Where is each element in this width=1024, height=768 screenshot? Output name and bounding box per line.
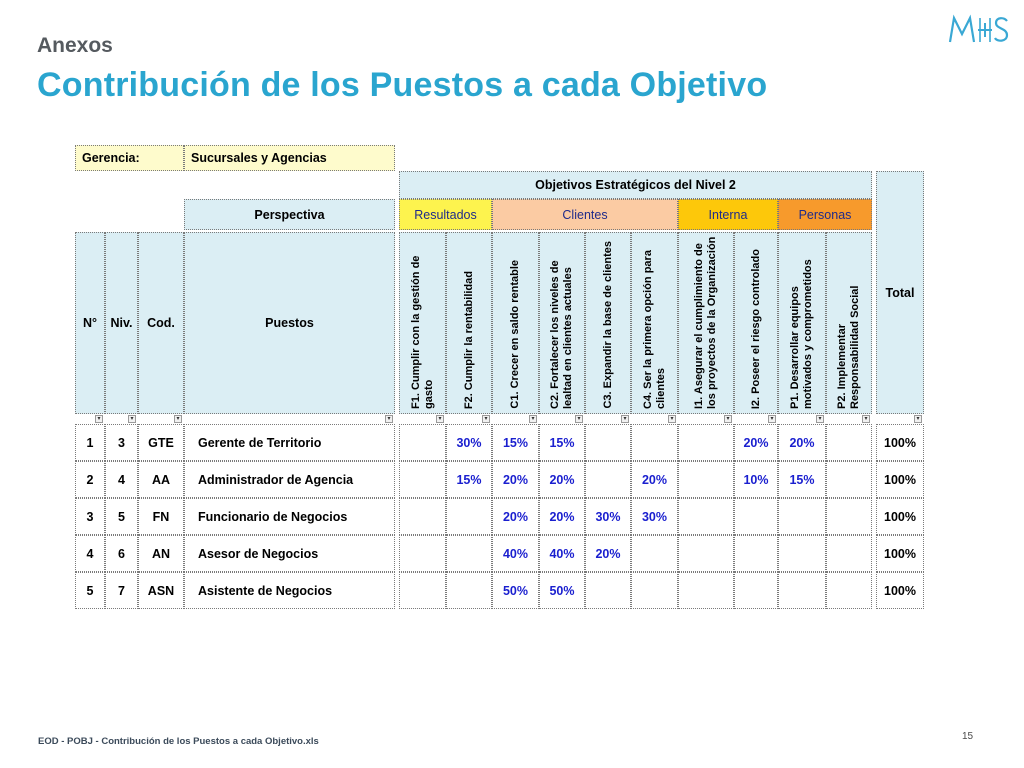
cell-value	[631, 535, 678, 572]
filter-dropdown-icon[interactable]: ▾	[724, 415, 732, 423]
slide-title: Contribución de los Puestos a cada Objetivo	[37, 66, 768, 104]
cell-value: 20%	[631, 461, 678, 498]
col-niv: Niv.	[105, 232, 138, 414]
cell-value	[399, 424, 446, 461]
cell-cod: AN	[138, 535, 184, 572]
cell-value	[399, 461, 446, 498]
cell-value: 50%	[492, 572, 539, 609]
cell-value	[778, 498, 826, 535]
filter-dropdown-icon[interactable]: ▾	[95, 415, 103, 423]
mhs-logo	[946, 12, 1010, 48]
cell-niv: 4	[105, 461, 138, 498]
cell-value	[631, 572, 678, 609]
cell-value	[734, 498, 778, 535]
cell-puesto: Asistente de Negocios	[184, 572, 395, 609]
cell-value	[446, 535, 492, 572]
col-num: N°	[75, 232, 105, 414]
cell-value: 50%	[539, 572, 585, 609]
cell-num: 3	[75, 498, 105, 535]
filter-dropdown-icon[interactable]: ▾	[128, 415, 136, 423]
cell-value: 20%	[734, 424, 778, 461]
cell-total: 100%	[876, 461, 924, 498]
filter-dropdown-icon[interactable]: ▾	[668, 415, 676, 423]
kicker: Anexos	[37, 34, 113, 57]
filter-dropdown-icon[interactable]: ▾	[621, 415, 629, 423]
total-header: Total	[876, 171, 924, 414]
cell-value	[826, 572, 872, 609]
obj-p2: P2. Implementar Responsabilidad Social	[826, 232, 872, 414]
cell-value	[399, 498, 446, 535]
cell-total: 100%	[876, 498, 924, 535]
filter-dropdown-icon[interactable]: ▾	[436, 415, 444, 423]
cell-value	[826, 424, 872, 461]
obj-f2: F2. Cumplir la rentabilidad	[446, 232, 492, 414]
cell-value	[446, 572, 492, 609]
filter-dropdown-icon[interactable]: ▾	[862, 415, 870, 423]
filter-dropdown-icon[interactable]: ▾	[482, 415, 490, 423]
filter-dropdown-icon[interactable]: ▾	[529, 415, 537, 423]
cell-value: 20%	[492, 498, 539, 535]
cell-value	[734, 572, 778, 609]
cell-value	[734, 535, 778, 572]
cell-value: 10%	[734, 461, 778, 498]
cell-value	[585, 461, 631, 498]
cell-num: 5	[75, 572, 105, 609]
cell-cod: GTE	[138, 424, 184, 461]
cell-puesto: Administrador de Agencia	[184, 461, 395, 498]
cell-value	[678, 498, 734, 535]
cell-value: 40%	[492, 535, 539, 572]
obj-p1: P1. Desarrollar equipos motivados y comprometidos	[778, 232, 826, 414]
cell-value: 20%	[539, 498, 585, 535]
cell-value: 20%	[778, 424, 826, 461]
cell-cod: FN	[138, 498, 184, 535]
cell-value	[399, 535, 446, 572]
cell-value	[678, 424, 734, 461]
cell-value	[585, 572, 631, 609]
obj-c1: C1. Crecer en saldo rentable	[492, 232, 539, 414]
cell-value	[399, 572, 446, 609]
cell-value: 20%	[492, 461, 539, 498]
cell-value	[585, 424, 631, 461]
cell-value	[826, 535, 872, 572]
cell-value: 20%	[585, 535, 631, 572]
objetivos-header: Objetivos Estratégicos del Nivel 2	[399, 171, 872, 199]
filter-dropdown-icon[interactable]: ▾	[575, 415, 583, 423]
col-cod: Cod.	[138, 232, 184, 414]
cell-puesto: Asesor de Negocios	[184, 535, 395, 572]
obj-i1: I1. Asegurar el cumplimiento de los proyectos de la Organización	[678, 232, 734, 414]
cell-total: 100%	[876, 535, 924, 572]
cell-value	[678, 572, 734, 609]
obj-c2: C2. Fortalecer los niveles de lealtad en clientes actuales	[539, 232, 585, 414]
footer-filename: EOD - POBJ - Contribución de los Puestos a cada Objetivo.xls	[38, 736, 319, 747]
cell-value: 15%	[778, 461, 826, 498]
filter-dropdown-icon[interactable]: ▾	[174, 415, 182, 423]
cell-value	[678, 461, 734, 498]
cell-num: 1	[75, 424, 105, 461]
cell-niv: 7	[105, 572, 138, 609]
cell-total: 100%	[876, 424, 924, 461]
filter-dropdown-icon[interactable]: ▾	[914, 415, 922, 423]
filter-dropdown-icon[interactable]: ▾	[768, 415, 776, 423]
cell-num: 2	[75, 461, 105, 498]
cell-niv: 6	[105, 535, 138, 572]
cell-value: 30%	[446, 424, 492, 461]
cell-value	[778, 572, 826, 609]
col-puestos: Puestos	[184, 232, 395, 414]
cell-cod: ASN	[138, 572, 184, 609]
cell-value	[678, 535, 734, 572]
cell-value: 15%	[539, 424, 585, 461]
page-number: 15	[962, 731, 974, 742]
perspectiva-label: Perspectiva	[184, 199, 395, 230]
cell-num: 4	[75, 535, 105, 572]
perspective-clientes: Clientes	[492, 199, 678, 230]
cell-puesto: Funcionario de Negocios	[184, 498, 395, 535]
cell-value	[826, 498, 872, 535]
gerencia-label: Gerencia:	[75, 145, 184, 171]
obj-f1: F1. Cumplir con la gestión de gasto	[399, 232, 446, 414]
cell-value: 40%	[539, 535, 585, 572]
perspective-resultados: Resultados	[399, 199, 492, 230]
cell-niv: 3	[105, 424, 138, 461]
cell-value	[826, 461, 872, 498]
cell-value	[778, 535, 826, 572]
cell-value: 15%	[446, 461, 492, 498]
cell-value: 30%	[631, 498, 678, 535]
cell-niv: 5	[105, 498, 138, 535]
gerencia-value: Sucursales y Agencias	[184, 145, 395, 171]
obj-c3: C3. Expandir la base de clientes	[585, 232, 631, 414]
obj-i2: I2. Poseer el riesgo controlado	[734, 232, 778, 414]
perspective-personas: Personas	[778, 199, 872, 230]
cell-value: 20%	[539, 461, 585, 498]
filter-dropdown-icon[interactable]: ▾	[385, 415, 393, 423]
cell-value	[631, 424, 678, 461]
cell-value	[446, 498, 492, 535]
cell-value: 30%	[585, 498, 631, 535]
cell-cod: AA	[138, 461, 184, 498]
obj-c4: C4. Ser la primera opción para clientes	[631, 232, 678, 414]
cell-puesto: Gerente de Territorio	[184, 424, 395, 461]
filter-dropdown-icon[interactable]: ▾	[816, 415, 824, 423]
cell-total: 100%	[876, 572, 924, 609]
perspective-interna: Interna	[678, 199, 778, 230]
cell-value: 15%	[492, 424, 539, 461]
